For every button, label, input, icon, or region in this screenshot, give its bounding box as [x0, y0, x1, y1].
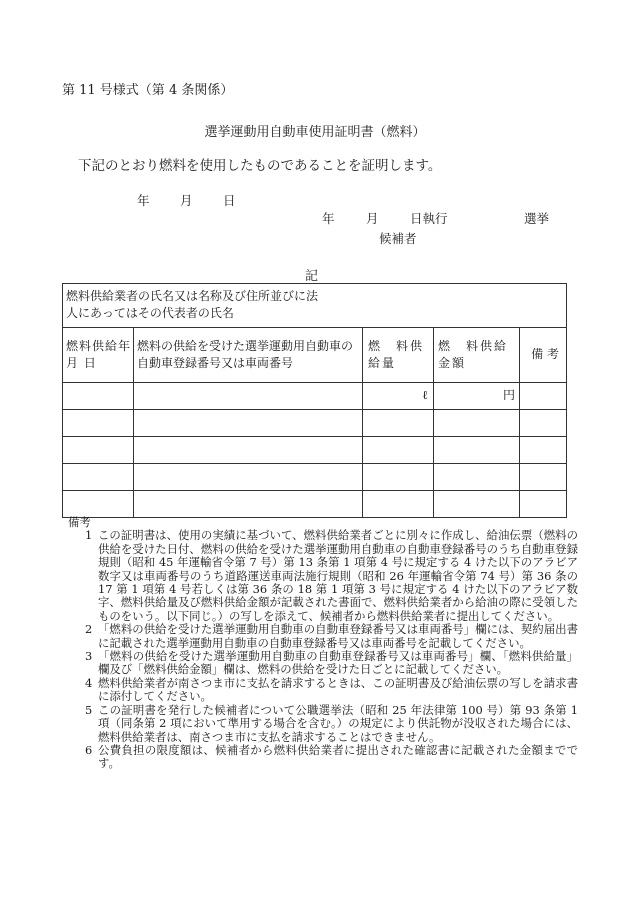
note-number: 4	[85, 675, 93, 690]
note-item	[68, 744, 578, 771]
issue-date-month: 月	[180, 193, 193, 208]
election-month: 月	[366, 211, 379, 226]
note-item	[68, 704, 578, 744]
table-line	[63, 327, 566, 328]
table-line	[63, 409, 566, 410]
form-number: 第 11 号様式（第 4 条関係）	[62, 83, 234, 98]
election-day-executed: 日執行	[410, 211, 448, 226]
note-item	[68, 529, 578, 623]
note-number: 6	[85, 742, 93, 757]
table-line	[362, 327, 363, 517]
note-item	[68, 650, 578, 677]
election-name-label: 選挙	[524, 211, 550, 226]
notes-section	[68, 516, 578, 771]
header-fuel-amount: 燃 料供給金額	[438, 339, 509, 370]
note-number: 3	[85, 649, 93, 664]
quantity-unit: ℓ	[422, 388, 428, 402]
header-remarks: 備 考	[531, 347, 559, 361]
document-title: 選挙運動用自動車使用証明書（燃料）	[204, 125, 426, 140]
candidate-label: 候補者	[379, 231, 417, 246]
note-text: 「燃料の供給を受けた選挙運動用自動車の自動車登録番号又は車両番号」欄には、契約届出書に記載された選挙運動用自動車の自動車登録番号又は車両番号を記載してください。	[98, 622, 578, 650]
certification-statement: 下記のとおり燃料を使用したものであることを証明します。	[78, 158, 442, 174]
note-text: 燃料供給業者が南さつま市に支払を請求するときは、この証明書及び給油伝票の写しを請求書に添付してください。	[98, 675, 578, 704]
amount-unit: 円	[503, 388, 516, 402]
note-number: 1	[85, 528, 93, 543]
table-line	[63, 382, 566, 383]
election-year: 年	[322, 211, 335, 226]
header-vehicle-number: 燃料の供給を受けた選挙運動用自動車の自動車登録番号又は車両番号	[137, 339, 354, 370]
fuel-usage-table	[62, 283, 567, 518]
table-line	[63, 436, 566, 437]
table-line	[433, 327, 434, 517]
table-line	[133, 327, 134, 517]
note-text: 公費負担の限度額は、候補者から燃料供給業者に提出された確認書に記載された金額までです。	[98, 742, 578, 771]
table-line	[63, 490, 566, 491]
table-line	[519, 327, 520, 517]
note-number: 5	[85, 702, 93, 717]
supplier-name-label: 燃料供給業者の氏名又は名称及び住所並びに法人にあってはその代表者の氏名	[66, 289, 319, 320]
note-text: この証明書は、使用の実績に基づいて、燃料供給業者ごとに別々に作成し、給油伝票（燃料の供給を受けた日付、燃料の供給を受けた選挙運動用自動車の自動車登録番号のうち自動車登録規則（昭和 45 年運輸省令第 7 号）第 13 条第 1 項第 4 号に規定する 4 けた以下のアラビア数字又は車両番号のうち道路運送車両法施行規則（昭和 26 年運輸省令第 74 号）第 36 条の 17 第 1 項第 4 号若しくは第 36 条の 18 第 1 項第 3 号に規定する 4 けた以下のアラビア数字、燃料供給量及び燃料供給金額が記載された書面で、燃料供給業者から給油の際に受領したものをいう。以下同じ。）の写しを添えて、候補者から燃料供給業者に提出してください。	[98, 528, 578, 623]
note-text: 「燃料の供給を受けた選挙運動用自動車の自動車登録番号又は車両番号」欄、「燃料供給量」欄及び「燃料供給金額」欄は、燃料の供給を受けた日ごとに記載してください。	[98, 649, 578, 677]
header-supply-date: 燃料供給年 月 日	[66, 339, 132, 370]
issue-date-day: 日	[223, 193, 236, 208]
note-number: 2	[85, 622, 93, 637]
issue-date-year: 年	[137, 193, 150, 208]
registry-mark: 記	[305, 269, 319, 284]
note-text: この証明書を発行した候補者について公職選挙法（昭和 25 年法律第 100 号）第 93 条第 1 項（同条第 2 項において準用する場合を含む。）の規定により供託物が没収された場合には、燃料供給業者は、南さつま市に支払を請求することはできません。	[98, 702, 578, 744]
table-line	[63, 463, 566, 464]
note-item	[68, 623, 578, 650]
notes-heading: 備考	[68, 515, 91, 529]
header-fuel-quantity: 燃 料供給量	[368, 339, 425, 370]
note-item	[68, 677, 578, 704]
